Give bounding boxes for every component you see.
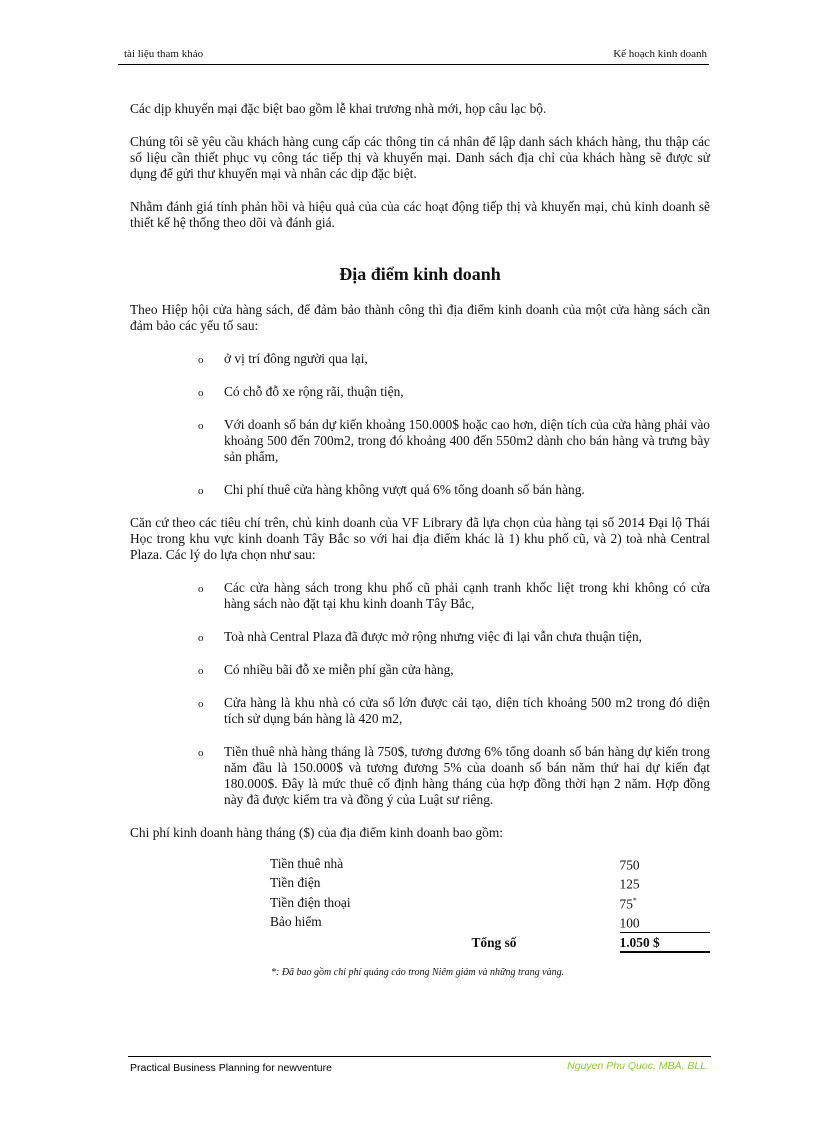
bullet-icon: o [198, 354, 204, 366]
paragraph: Các dịp khuyến mại đặc biệt bao gồm lễ khai trương nhà mới, họp câu lạc bộ. [130, 101, 547, 116]
paragraph: Chúng tôi sẽ yêu cầu khách hàng cung cấp các thông tin cá nhân để lập danh sách khách hàng, thu thập các số liệu cần thiết phục vụ công tác tiếp thị và khuyến mại. Danh sách địa chỉ của khách hàng sẽ được sử dụng để gửi thư khuyến mại và nhân các dịp đặc biệt. [130, 134, 710, 181]
bullet-icon: o [198, 747, 204, 759]
footnote: *: Đã bao gồm chi phí quảng cáo trong Niêm giám và những trang vàng. [271, 966, 565, 978]
intro-paragraph: Theo Hiệp hội cửa hàng sách, để đảm bảo thành công thì địa điểm kinh doanh của một cửa hàng sách cần đảm bảo các yếu tố sau: [130, 302, 710, 333]
list-item: o Có nhiều bãi đỗ xe miễn phí gần cửa hàng, [198, 662, 454, 677]
header-right-text: Kế hoạch kinh doanh [613, 48, 707, 60]
list-item: o Có chỗ đỗ xe rộng rãi, thuận tiện, [198, 384, 404, 399]
table-row [270, 893, 710, 912]
list-item: o Chi phí thuê cửa hàng không vượt quá 6% tổng doanh số bán hàng. [198, 482, 585, 497]
footer-left-text: Practical Business Planning for newventure [130, 1062, 332, 1074]
footer-right-text: Nguyen Phu Quoc, MBA, BLL. [567, 1060, 709, 1072]
total-value: 1.050 $ [620, 932, 710, 952]
page-content [130, 101, 710, 981]
table-row [270, 873, 710, 892]
cost-label: Tiền điện thoại [270, 894, 351, 910]
total-label: Tổng số [471, 935, 517, 951]
bullet-icon: o [198, 387, 204, 399]
cost-intro: Chi phí kinh doanh hàng tháng ($) của địa điểm kinh doanh bao gồm: [130, 825, 504, 840]
footnote-marker: * [632, 895, 637, 905]
list-item: o Toà nhà Central Plaza đã được mở rộng nhưng việc đi lại vẫn chưa thuận tiện, [198, 629, 642, 644]
bullet-icon: o [198, 698, 204, 710]
page-header [118, 46, 709, 65]
list-item: o Cửa hàng là khu nhà có cửa sổ lớn được cải tạo, diện tích khoảng 500 m2 trong đó diện tích sử dụng bán hàng là 420 m2, [198, 695, 710, 726]
list-item: o Các cửa hàng sách trong khu phố cũ phải cạnh tranh khốc liệt trong khi không có cửa hàng sách nào đặt tại khu kinh doanh Tây Bắc, [198, 580, 710, 611]
table-row [270, 912, 710, 932]
page-footer [128, 1056, 711, 1075]
section-title: Địa điểm kinh doanh [339, 264, 501, 284]
cost-table [270, 854, 710, 953]
bullet-icon: o [198, 665, 204, 677]
bullet-icon: o [198, 485, 204, 497]
header-left-text: tài liệu tham khảo [124, 48, 204, 60]
list-item: o Tiền thuê nhà hàng tháng là 750$, tương đương 6% tổng doanh số bán hàng dự kiến trong năm đầu là 150.000$ và tương đương 5% của doanh số bán năm thứ hai dự kiến đạt 180.000$. Đây là mức thuê cố định hàng tháng của hợp đồng thời hạn 2 năm. Hợp đồng này đã được kiểm tra và đồng ý của Luật sư riêng. [198, 744, 710, 807]
paragraph: Nhằm đánh giá tính phản hồi và hiệu quả của của các hoạt động tiếp thị và khuyến mại, chủ kinh doanh sẽ thiết kế hệ thống theo dõi và đánh giá. [130, 199, 710, 230]
intro-paragraph: Căn cứ theo các tiêu chí trên, chủ kinh doanh của VF Library đã lựa chọn của hàng tại số 2014 Đại lộ Thái Học trong khu vực kinh doanh Tây Bắc so với hai địa điểm khác là 1) khu phố cũ, và 2) toà nhà Central Plaza. Các lý do lựa chọn như sau: [130, 515, 710, 562]
total-row [270, 932, 710, 952]
criteria-list [130, 351, 710, 498]
bullet-icon: o [198, 420, 204, 432]
cost-label: Tiền điện [270, 875, 321, 891]
list-item: o ở vị trí đông người qua lại, [198, 351, 368, 366]
cost-value: 75* [619, 895, 637, 912]
cost-label: Bảo hiểm [270, 914, 322, 930]
cost-value: 750 [619, 857, 640, 873]
bullet-icon: o [198, 583, 204, 595]
reasons-list [130, 580, 710, 808]
list-item: o Với doanh số bán dự kiến khoảng 150.000$ hoặc cao hơn, diện tích của cửa hàng phải vào khoảng 500 đến 700m2, trong đó khoảng 400 đến 550m2 dành cho bán hàng và trưng bày sản phẩm, [198, 417, 710, 464]
cost-value: 100 [620, 912, 710, 932]
table-row [270, 854, 710, 873]
cost-label: Tiền thuê nhà [270, 855, 344, 871]
cost-value: 125 [619, 876, 640, 892]
bullet-icon: o [198, 632, 204, 644]
